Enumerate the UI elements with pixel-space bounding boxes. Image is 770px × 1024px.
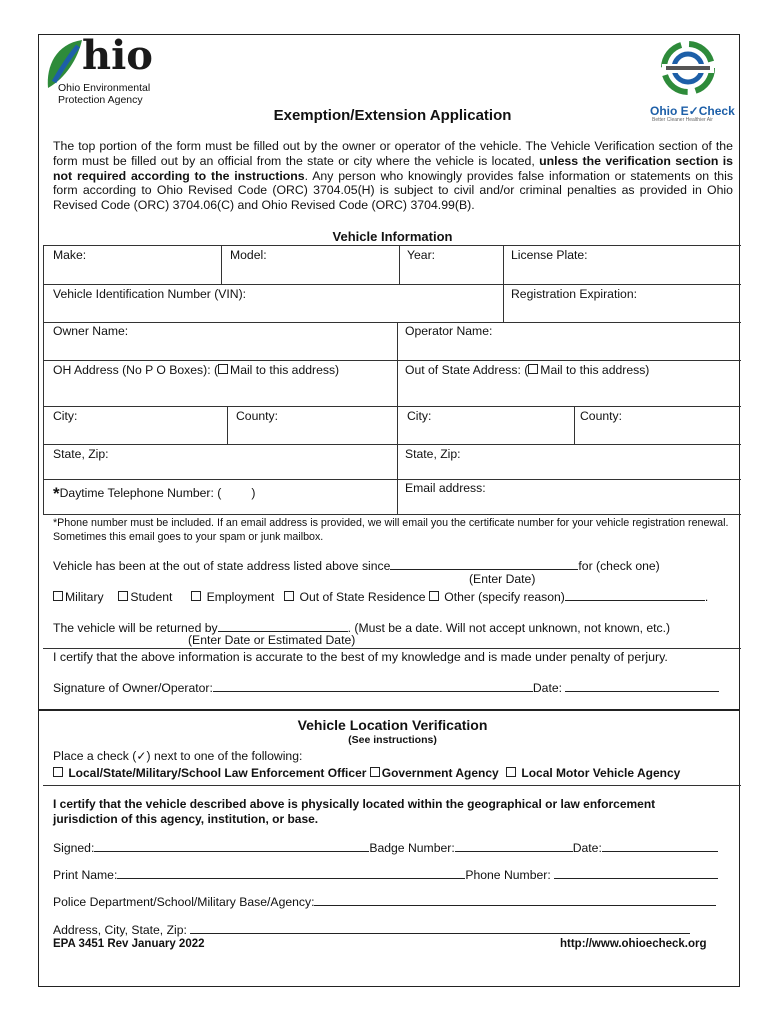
echeck-circle-icon [660,40,716,96]
address-line [53,921,690,938]
returned-date-hint: (Enter Date or Estimated Date) [188,633,356,647]
print-name-label: Print Name: [53,868,118,882]
intro-text-bold: unless the verification section is not required according to the instructions [53,153,734,183]
verification-subtitle: (See instructions) [348,734,437,746]
out-of-state-address-label: Out of State Address: ( [405,363,529,377]
intro-text-2: . Any person who knowingly provides false information or statements on this form according to Ohio Revised Code (ORC) 3704.05(H) is subject to civil and/or criminal penalties as provided in Ohio Revised Code (ORC) 3704.06(C) and Ohio Revised Code (ORC) 3704.99(B). [53,168,733,213]
state-zip-left-field[interactable]: State, Zip: [53,447,109,461]
motor-vehicle-agency-checkbox[interactable] [506,767,516,777]
signed-input[interactable] [94,839,369,852]
for-label: for (check one) [578,559,660,573]
verification-title: Vehicle Location Verification [297,717,488,733]
daytime-phone-field[interactable] [53,484,255,501]
county-left-field[interactable]: County: [236,409,279,423]
owner-date-label: Date: [532,681,563,695]
owner-signature-input[interactable] [213,679,533,692]
intro-paragraph [53,139,733,213]
student-label: Student [130,590,173,604]
returned-note: . (Must be a date. Will not accept unknown, not known, etc.) [347,621,671,635]
oh-mail-label: Mail to this address) [230,363,340,377]
city-right-field[interactable]: City: [407,409,432,423]
residence-label: Out of State Residence [299,590,426,604]
make-field[interactable]: Make: [53,248,87,262]
employment-label: Employment [206,590,275,604]
place-check-instruction: Place a check (✓) next to one of the following: [53,749,303,763]
ohio-logo-text: hio [82,32,153,79]
form-id: EPA 3451 Rev January 2022 [53,938,205,950]
oh-address-label: OH Address (No P O Boxes): ( [53,363,219,377]
motor-vehicle-agency-label: Local Motor Vehicle Agency [521,766,681,780]
residence-checkbox[interactable] [284,591,294,601]
agency-name-line2: Protection Agency [58,94,143,106]
echeck-logo-text: Ohio E✓Check [650,104,735,118]
oh-address-field[interactable] [53,363,339,378]
phone-close-paren: ) [251,486,256,500]
badge-label: Badge Number: [369,841,455,855]
operator-name-field[interactable]: Operator Name: [405,324,493,338]
student-checkbox[interactable] [118,591,128,601]
print-name-line [53,866,718,883]
other-reason-input[interactable] [565,588,705,601]
returned-date-input[interactable] [218,619,348,632]
government-agency-checkbox[interactable] [370,767,380,777]
echeck-logo [650,40,735,123]
agency-name-line1: Ohio Environmental [58,82,151,94]
owner-signature-line [53,679,719,696]
law-enforcement-checkbox[interactable] [53,767,63,777]
phone-note: *Phone number must be included. If an email address is provided, we will email you the certificate number for your vehicle registration renewal. Sometimes this email goes to your spam or junk mailbox. [53,517,729,543]
verification-certify-line2: jurisdiction of this agency, institution, or base. [53,812,319,826]
ohio-epa-logo [44,32,164,108]
owner-name-field[interactable]: Owner Name: [53,324,129,338]
address-input[interactable] [190,921,690,934]
badge-input[interactable] [455,839,573,852]
verification-certify-line1: I certify that the vehicle described above is physically located within the geographical or law enforcement [53,797,656,811]
phone-label: Daytime Telephone Number: ( [59,486,222,500]
agency-options [53,766,680,781]
intro-text-1: The top portion of the form must be filled out by the owner or operator of the vehicle. The Vehicle Verification section of the form must be filled out by an official from the state or city where the vehicle is located, [53,139,733,168]
form-title: Exemption/Extension Application [273,107,512,124]
verification-phone-input[interactable] [554,866,718,879]
license-plate-field[interactable]: License Plate: [511,248,588,262]
since-label: Vehicle has been at the out of state address listed above since [53,559,391,573]
military-checkbox[interactable] [53,591,63,601]
address-label: Address, City, State, Zip: [53,923,187,937]
police-dept-line [53,893,716,910]
echeck-tagline: Better Cleaner Healthier Air [652,117,713,123]
year-field[interactable]: Year: [407,248,436,262]
verification-phone-label: Phone Number: [465,868,551,882]
returned-line [53,619,670,636]
signature-label: Signature of Owner/Operator: [53,681,213,695]
website-url[interactable]: http://www.ohioecheck.org [560,938,707,950]
signed-label: Signed: [53,841,95,855]
government-agency-label: Government Agency [381,766,499,780]
military-label: Military [65,590,104,604]
phone-asterisk: * [53,484,60,503]
verification-date-input[interactable] [602,839,718,852]
vin-field[interactable]: Vehicle Identification Number (VIN): [53,287,247,301]
law-enforcement-label: Local/State/Military/School Law Enforcement Officer [68,766,367,780]
state-zip-right-field[interactable]: State, Zip: [405,447,461,461]
city-left-field[interactable]: City: [53,409,78,423]
other-checkbox[interactable] [429,591,439,601]
police-dept-input[interactable] [314,893,716,906]
enter-date-hint: (Enter Date) [469,572,536,586]
certify-statement: I certify that the above information is accurate to the best of my knowledge and is made under penalty of perjury. [53,650,668,664]
police-dept-label: Police Department/School/Military Base/Agency: [53,895,315,909]
other-label: Other (specify reason) [444,590,565,604]
vehicle-info-title: Vehicle Information [332,229,453,244]
email-field[interactable]: Email address: [405,481,486,495]
signed-line [53,839,718,856]
out-mail-label: Mail to this address) [540,363,650,377]
since-date-input[interactable] [390,557,578,570]
verification-date-label: Date: [572,841,602,855]
owner-date-input[interactable] [565,679,719,692]
returned-label: The vehicle will be returned by [53,621,218,635]
out-mail-checkbox[interactable] [528,364,538,374]
since-line [53,557,660,574]
out-of-state-address-field[interactable] [405,363,649,378]
model-field[interactable]: Model: [230,248,267,262]
oh-mail-checkbox[interactable] [218,364,228,374]
registration-expiration-field[interactable]: Registration Expiration: [511,287,637,301]
employment-checkbox[interactable] [191,591,201,601]
print-name-input[interactable] [117,866,465,879]
reason-options: Military Student Employment Out of State Residence Other (specify reason) . [53,588,708,605]
county-right-field[interactable]: County: [580,409,623,423]
